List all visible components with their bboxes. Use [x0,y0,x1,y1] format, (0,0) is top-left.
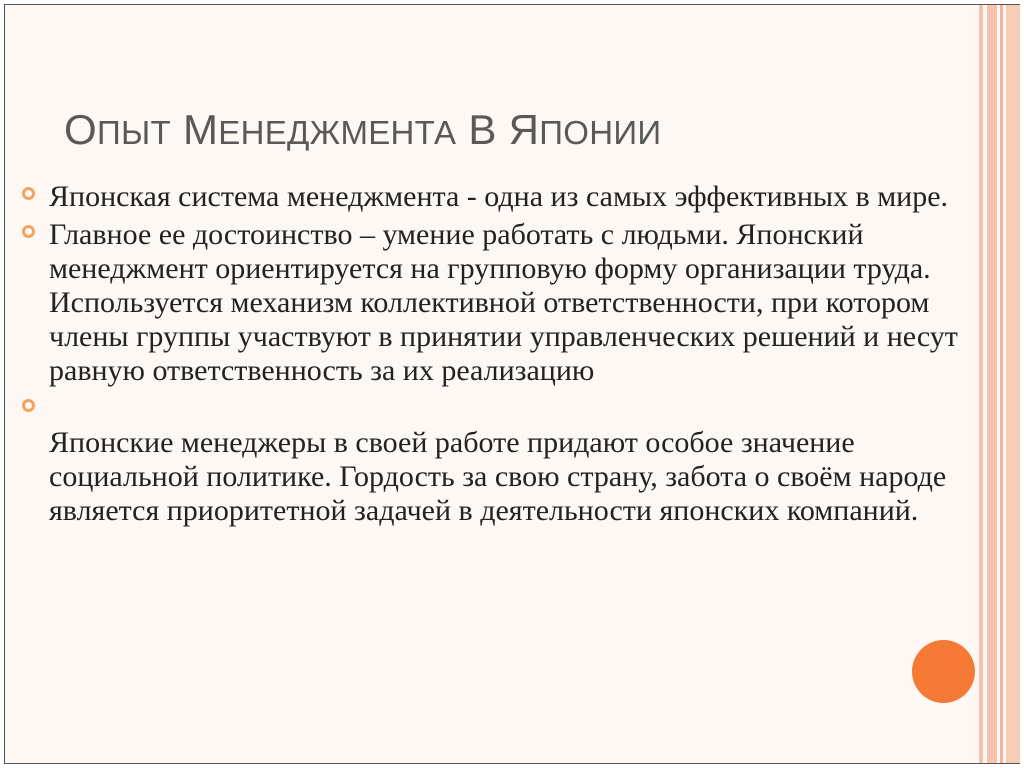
bullet-circle-icon [22,225,35,238]
bullet-text: Японские менеджеры в своей работе придают особое значение социальной политике. Гордость за свою страну, забота о своём народе является приоритетной задачей в деятельности японских компаний. [49,426,947,527]
bullet-item [22,180,972,214]
bullet-item [22,392,972,528]
bullet-circle-icon [22,187,35,200]
slide-title: ОПЫТ МЕНЕДЖМЕНТА В ЯПОНИИ [64,106,662,153]
decor-stripe [1000,5,1003,763]
decor-stripe [987,5,997,763]
empty-line [49,392,972,426]
decor-circle [912,640,975,703]
bullet-text: Японская система менеджмента - одна из самых эффективных в мире. [49,180,949,213]
bullet-circle-icon [22,399,35,412]
bullet-list [22,180,972,532]
decor-stripe [1006,5,1020,763]
bullet-text: Главное ее достоинство – умение работать с людьми. Японский менеджмент ориентируется на групповую форму организации труда. Используется механизм коллективной ответственности, при котором члены группы участвуют в принятии управленческих решений и несут равную ответственность за их реализацию [49,218,958,387]
decor-stripe [979,5,983,763]
bullet-item [22,218,972,388]
